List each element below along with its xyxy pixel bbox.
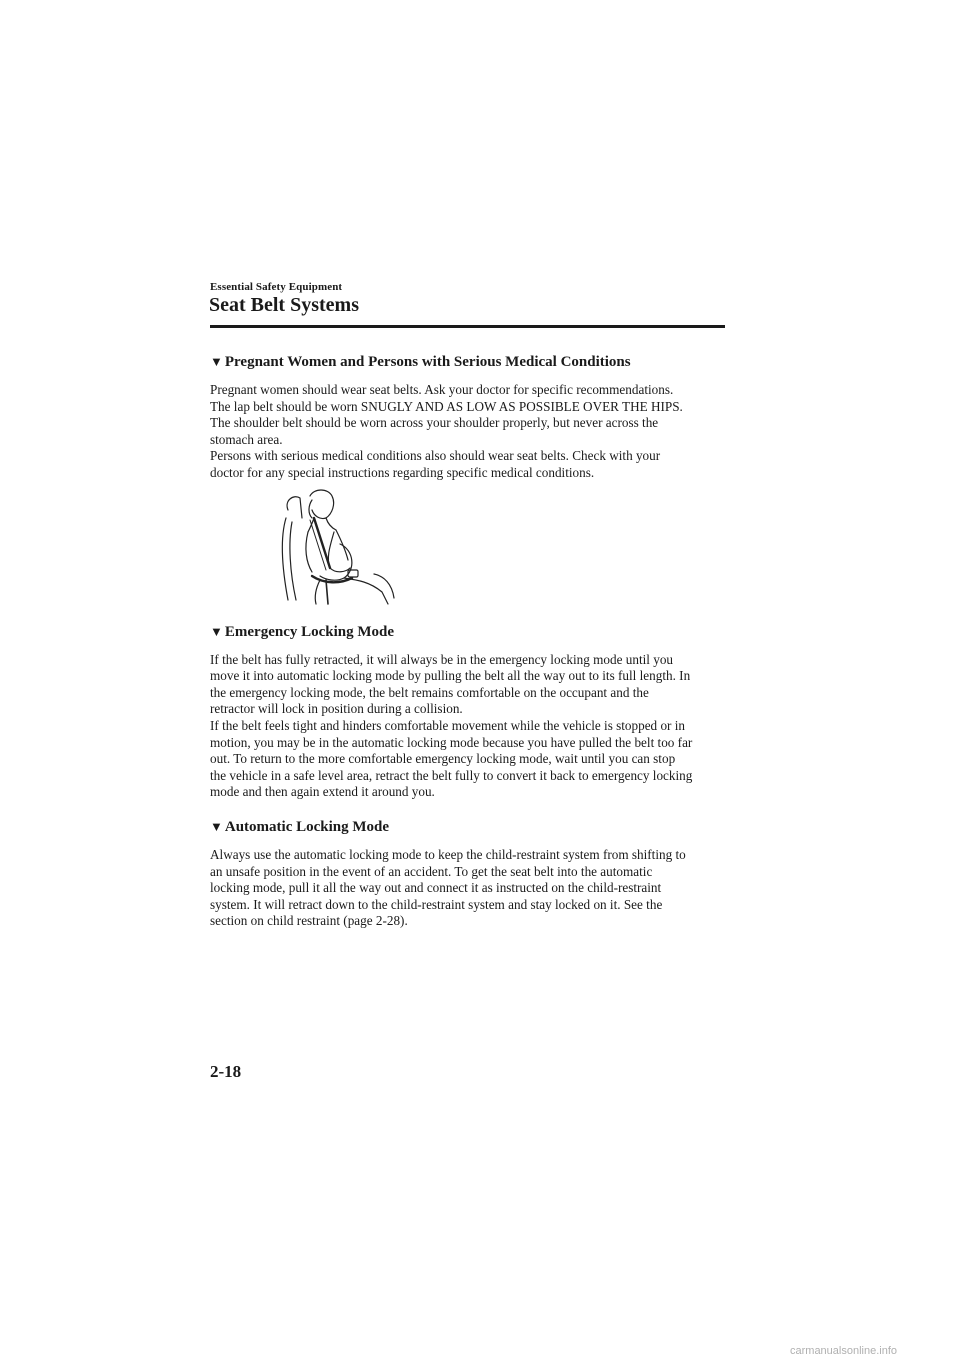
triangle-marker-icon: ▼ xyxy=(210,818,223,834)
paragraph-line: motion, you may be in the automatic locking mode because you have pulled the belt too far xyxy=(210,734,693,750)
chapter-title: Seat Belt Systems xyxy=(209,294,359,316)
paragraph-line: the emergency locking mode, the belt remains comfortable on the occupant and the xyxy=(210,684,649,700)
paragraph-line: move it into automatic locking mode by pulling the belt all the way out to its full length. In xyxy=(210,668,691,684)
paragraph-line: Persons with serious medical conditions also should wear seat belts. Check with your xyxy=(210,448,661,464)
paragraph-line: Pregnant women should wear seat belts. Ask your doctor for specific recommendations. xyxy=(210,382,674,397)
paragraph-line: Always use the automatic locking mode to keep the child-restraint system from shifting to xyxy=(210,846,686,862)
paragraph-line: If the belt feels tight and hinders comfortable movement while the vehicle is stopped or in xyxy=(210,717,685,733)
section-heading xyxy=(210,622,730,642)
section-label: Essential Safety Equipment xyxy=(210,281,343,293)
section-heading xyxy=(210,817,730,837)
paragraph-line: an unsafe position in the event of an accident. To get the seat belt into the automatic xyxy=(210,863,653,879)
paragraph-line: section on child restraint (page 2-28). xyxy=(210,913,408,929)
paragraph-line: locking mode, pull it all the way out and connect it as instructed on the child-restraint xyxy=(210,880,662,896)
paragraph-line: The shoulder belt should be worn across your shoulder properly, but never across the xyxy=(210,415,659,431)
title-divider xyxy=(210,325,725,328)
watermark-text[interactable]: carmanualsonline.info xyxy=(790,1345,898,1357)
paragraph-line: doctor for any special instructions regarding specific medical conditions. xyxy=(210,464,595,480)
section-heading-text: Pregnant Women and Persons with Serious Medical Conditions xyxy=(224,354,631,370)
section-heading xyxy=(210,352,730,372)
section-heading-text: Emergency Locking Mode xyxy=(224,623,395,640)
pregnant-woman-seatbelt-illustration xyxy=(210,488,730,606)
paragraph-line: stomach area. xyxy=(210,431,283,447)
page-content xyxy=(210,352,730,946)
section-emergency-locking xyxy=(210,622,730,801)
paragraph-line: mode and then again extend it around you. xyxy=(210,784,435,800)
paragraph-line: The lap belt should be worn SNUGLY AND AS LOW AS POSSIBLE OVER THE HIPS. xyxy=(210,398,683,414)
seatbelt-figure-icon xyxy=(270,488,400,606)
paragraph-line: out. To return to the more comfortable emergency locking mode, wait until you can stop xyxy=(210,751,676,767)
paragraph-line: If the belt has fully retracted, it will always be in the emergency locking mode until you xyxy=(210,651,674,667)
triangle-marker-icon: ▼ xyxy=(210,623,223,639)
paragraph-line: system. It will retract down to the child-restraint system and stay locked on it. See the xyxy=(210,896,663,912)
page-number: 2-18 xyxy=(210,1062,242,1081)
paragraph-line: the vehicle in a safe level area, retract the belt fully to convert it back to emergency locking xyxy=(210,767,693,783)
section-heading-text: Automatic Locking Mode xyxy=(224,818,390,835)
section-automatic-locking xyxy=(210,817,730,930)
triangle-marker-icon: ▼ xyxy=(210,354,223,369)
paragraph-line: retractor will lock in position during a collision. xyxy=(210,701,463,717)
section-pregnant-women xyxy=(210,352,730,606)
